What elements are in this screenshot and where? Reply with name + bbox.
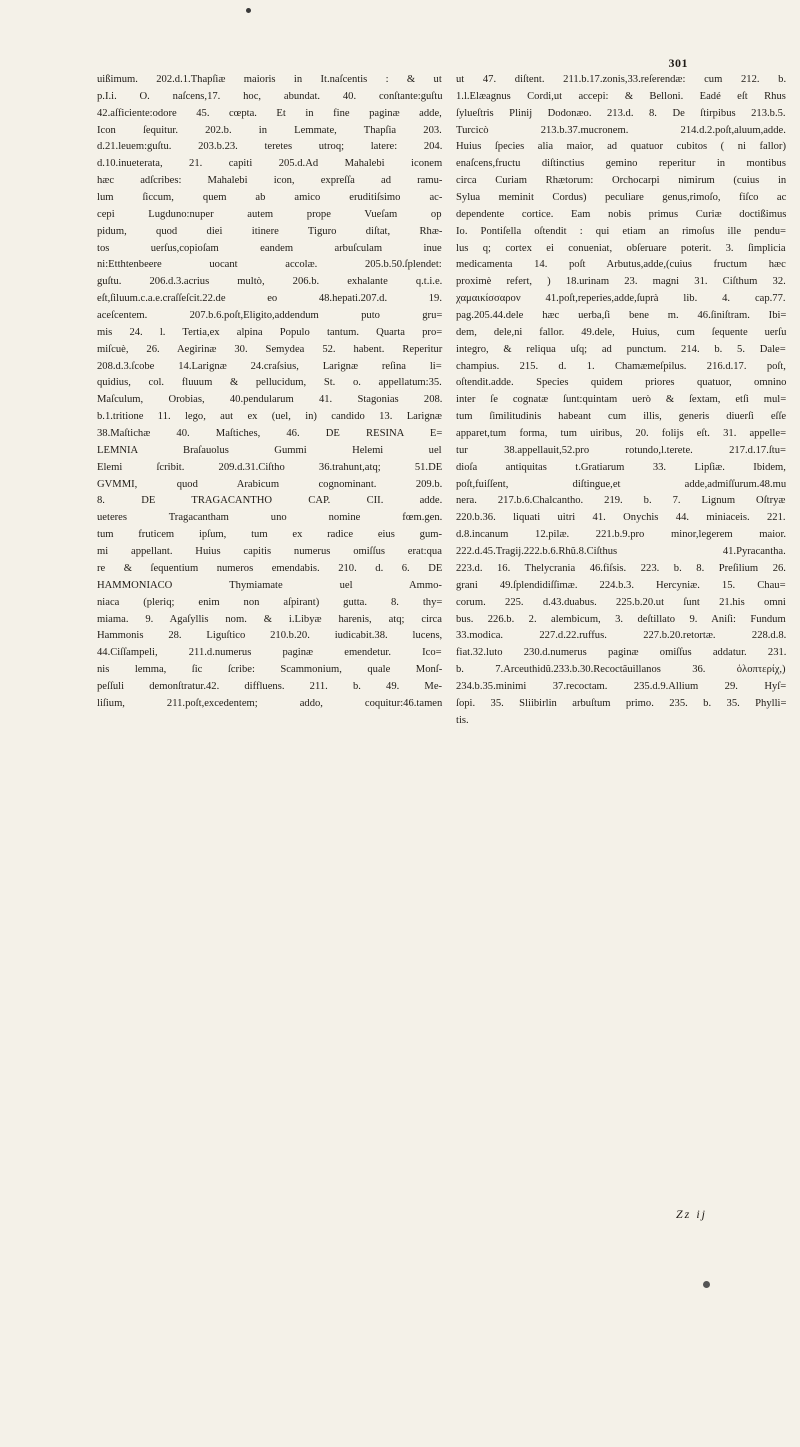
text-line: χαμαικίσσαρον 41.poſt,reperies,adde,ſuprà lib. 4. cap.77. (456, 293, 786, 305)
text-line: LEMNIA Braſauolus Gummi Helemi uel (97, 444, 442, 456)
text-line: b. 7.Arceuthidũ.233.b.30.Recoctãuillanos 36. ὁλοπτερίχ,) (456, 664, 786, 676)
text-line: uißimum. 202.d.1.Thapſiæ maioris in It.naſcentis : & ut (97, 74, 442, 85)
text-line: peſſuli demonſtratur.42. diffluens. 211. b. 49. Me- (97, 680, 443, 692)
ink-speck (703, 1281, 710, 1288)
text-line: tum ſimilitudinis habeant cum illis, generis diuerſi eſſe (456, 411, 787, 423)
text-line: bus. 226.b. 2. alembicum, 3. deſtillato 9. Aniſi: Fundum (456, 613, 786, 625)
text-line: Sylua meminit Cordus) peculiare genus,rimoſo, fiſco ac (456, 192, 787, 204)
text-line: 44.Ciſſampeli, 211.d.numerus paginæ emendetur. Ico= (97, 647, 442, 659)
text-line: pag.205.44.dele hæc uerba,ſi bene m. 46.ſiniſtram. Ibi= (456, 310, 787, 322)
text-line: nis lemma, ſic ſcribe: Scammonium, quale Monſ- (97, 664, 443, 676)
text-line: HAMMONIACO Thymiamate uel Ammo- (97, 579, 442, 591)
text-line: cepi Lugduno:nuper autem prope Vueſam op (97, 208, 442, 220)
text-line: dem, dele,ni fallor. 49.dele, Huius, cum ſequente uerſu (456, 326, 787, 338)
page-number: 301 (668, 56, 688, 70)
text-line: Io. Pontiſella oſtendit : qui etiam an rimoſus ille pendu= (456, 225, 787, 237)
text-line: mis 24. l. Tertia,ex alpina Populo tantum. Quarta pro= (97, 326, 443, 338)
text-line: miama. 9. Agaſyllis nom. & i.Libyæ harenis, atq; circa (97, 613, 442, 625)
text-line: p.I.i. O. naſcens,17. hoc, abundat. 40. conſtante:guſtu (97, 90, 443, 102)
text-line: pidum, quod diei itinere Tiguro diſtat, Rhæ- (97, 225, 443, 237)
text-line: miſcuè, 26. Aegirinæ 30. Semydea 52. habent. Reperitur (97, 343, 443, 355)
text-line: 220.b.36. liquati uitri 41. Onychis 44. miniaceis. 221. (456, 512, 786, 524)
text-line: dioſa antiquitas t.Gratiarum 33. Lipſiæ. Ibidem, (456, 461, 786, 473)
text-line: nera. 217.b.6.Chalcantho. 219. b. 7. Lignum Oſtryæ (456, 495, 786, 507)
text-line: lum ſiccum, quem ab amico eruditiſsimo ac- (97, 192, 443, 204)
text-line: oſtendit.adde. Species quidem priores quatuor, omnino (456, 377, 787, 389)
text-line: niaca (pleriq; enim non aſpirant) gutta. 8. thy= (97, 596, 443, 608)
text-line: 208.d.3.ſcobe 14.Larignæ 24.craſsius, Larignæ reſina li= (97, 360, 442, 372)
text-line: Hammonis 28. Liguſtico 210.b.20. iudicabit.38. lucens, (97, 630, 443, 642)
text-line: ut 47. diſtent. 211.b.17.zonis,33.reſerendæ: cum 212. b. (456, 74, 787, 85)
text-line: hæc adſcribes: Mahalebi icon, expreſſa ad ramu- (97, 175, 443, 187)
text-line: 222.d.45.Tragij.222.b.6.Rhũ.8.Ciſthus 41.Pyracantha. (456, 546, 786, 558)
left-text-column (97, 72, 442, 713)
text-line: quidius, col. fluuum & pellucidum, St. o. appellatum:35. (97, 377, 442, 389)
text-line: Icon ſequitur. 202.b. in Lemmate, Thapſia 203. (97, 124, 442, 136)
text-line: tum fruticem ipſum, tum ex radice eius gum- (97, 529, 443, 541)
text-line: Maſculum, Orobias, 40.pendularum 41. Stagonias 208. (97, 394, 443, 406)
text-line: ſopi. 35. Sliibirlin arbuſtum primo. 235. b. 35. Phylli= (456, 697, 787, 709)
text-line: 33.modica. 227.d.22.ruffus. 227.b.20.retortæ. 228.d.8. (456, 630, 787, 642)
text-line: eſt,ſiluum.c.a.e.craſſeſcit.22.de eo 48.hepati.207.d. 19. (97, 293, 442, 305)
text-line: dependente cortice. Eam nobis primus Curiæ doctißimus (456, 208, 787, 220)
text-line: enaſcens,fructu diſtinctius gemino reperitur in montibus (456, 158, 786, 170)
text-line: apparet,tum forma, tum uiribus, 20. folijs eſt. 31. appelle= (456, 428, 787, 440)
text-line: 8. DE TRAGACANTHO CAP. CII. adde. (97, 495, 443, 507)
text-line: tur 38.appellauit,52.pro rotundo,l.terete. 217.d.17.ſtu= (456, 444, 786, 456)
text-line: Huius ſpecies alia maior, ad quatuor cubitos ( ni fallor) (456, 141, 786, 153)
text-line: d.10.inueterata, 21. capiti 205.d.Ad Mahalebi iconem (97, 158, 443, 170)
text-line: Turcicò 213.b.37.mucronem. 214.d.2.poſt,aluum,adde. (456, 124, 786, 136)
text-line: circa Curiam Rhætorum: Orchocarpi nimirum (cuius in (456, 175, 787, 187)
text-line: d.21.leuem:guſtu. 203.b.23. teretes utroq; latere: 204. (97, 141, 443, 153)
text-line: 234.b.35.minimi 37.recoctam. 235.d.9.Allium 29. Hyſ= (456, 680, 787, 692)
text-line: guſtu. 206.d.3.acrius multò, 206.b. exhalante q.t.i.e. (97, 276, 443, 288)
text-line: 223.d. 16. Thelycrania 46.fiſsis. 223. b. 8. Preſilium 26. (456, 562, 786, 574)
text-line: 38.Maſtichæ 40. Maſtiches, 46. DE RESINA E= (97, 428, 443, 440)
text-line: tis. (456, 714, 469, 726)
text-line: Elemi ſcribit. 209.d.31.Ciſtho 36.trahunt,atq; 51.DE (97, 461, 443, 473)
text-line: re & ſequentium numeros emendabis. 210. d. 6. DE (97, 562, 443, 574)
text-line: ueteres Tragacantham uno nomine fœm.gen. (97, 512, 443, 524)
text-line: integro, & reliqua uſq; ad punctum. 214. b. 5. Dale= (456, 343, 786, 355)
ink-speck (246, 8, 251, 13)
text-line: proximè refert, ) 18.urinam 23. magni 31. Ciſthum 32. (456, 276, 786, 288)
right-text-column (456, 72, 786, 730)
text-line: champius. 215. d. 1. Chamæmeſpilus. 216.d.17. poſt, (456, 360, 786, 372)
text-line: ni:Etthtenbeere uocant accolæ. 205.b.50.ſplendet: (97, 259, 442, 271)
text-line: poſt,fuiſſent, diſtingue,et adde,admiſſurum.48.mu (456, 478, 787, 490)
text-line: tos uerſus,copioſam eandem arbuſculam inue (97, 242, 442, 254)
text-line: d.8.incanum 12.pilæ. 221.b.9.pro minor,legerem maior. (456, 529, 787, 541)
text-line: 1.l.Elæagnus Cordi,ut accepi: & Belloni. Eadé eſt Rhus (456, 90, 786, 102)
catchword: Zz ij (676, 1207, 708, 1221)
text-line: liſium, 211.poſt,excedentem; addo, coquitur:46.tamen (97, 697, 443, 709)
text-line: grani 49.ſplendidiſſimæ. 224.b.3. Hercyniæ. 15. Chau= (456, 579, 786, 591)
text-line: lus q; cortex ei conueniat, obſeruare poterit. 3. ſimplicia (456, 242, 786, 254)
text-line: corum. 225. d.43.duabus. 225.b.20.ut ſunt 21.his omni (456, 596, 786, 608)
text-line: b.1.tritione 11. lego, aut ex (uel, in) candido 13. Larignæ (97, 411, 442, 423)
text-line: 42.aſficiente:odore 45. cœpta. Et in fine paginæ adde, (97, 107, 442, 119)
text-line: mi appellant. Huius capitis numerus omiſſus erat:qua (97, 546, 442, 558)
text-line: aceſcentem. 207.b.6.poſt,Eligito,addendum puto gru= (97, 310, 443, 322)
text-line: medicamenta 14. poſt Arbutus,adde,(cuius fructum hæc (456, 259, 786, 271)
text-line: ſylueſtris Plinij Dodonæo. 213.d. 8. De ſtirpibus 213.b.5. (456, 107, 786, 119)
text-line: GVMMI, quod Arabicum cognominant. 209.b. (97, 478, 443, 490)
text-line: inter ſe cognatæ ſunt:quintam uerò & ſextam, etſi mul= (456, 394, 787, 406)
text-line: fiat.32.luto 230.d.numerus paginæ omiſſus addatur. 231. (456, 647, 787, 659)
